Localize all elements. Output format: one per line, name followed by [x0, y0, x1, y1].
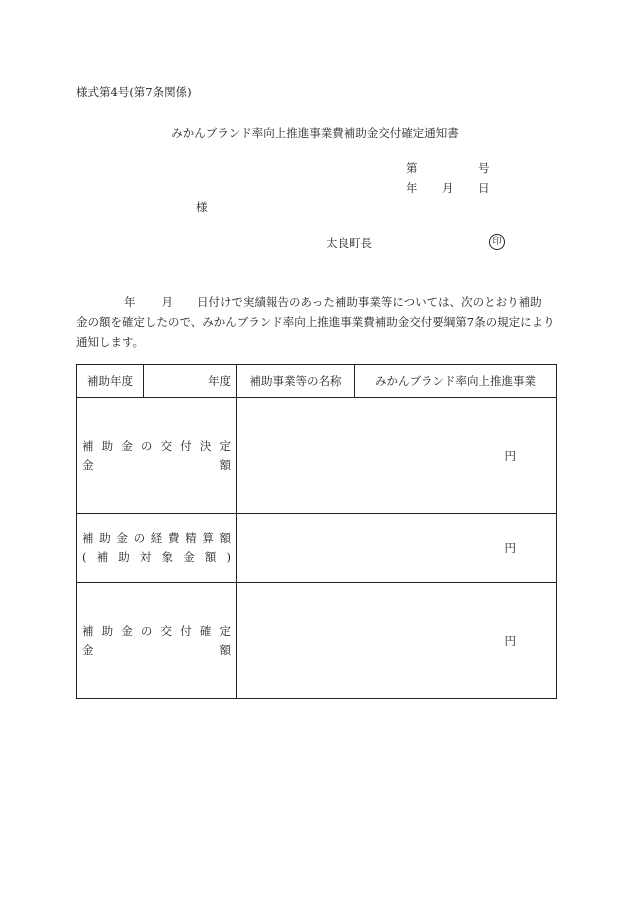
table-row — [77, 398, 557, 514]
fiscal-year-value: 年度 — [144, 365, 237, 398]
notice-line-1 — [76, 292, 556, 312]
body-month: 月 — [161, 295, 173, 309]
body-year: 年 — [124, 295, 136, 309]
addressee: 様 — [196, 200, 208, 214]
row-label-line: 金 額 — [82, 642, 231, 657]
row-label-line: 補 助 金 の 交 付 確 定 — [82, 623, 231, 638]
sender-name: 太良町長 — [326, 236, 372, 250]
notice-body — [76, 292, 556, 352]
expense-settlement-label — [77, 514, 237, 583]
date-day: 日 — [478, 181, 490, 195]
form-number: 様式第4号(第7条関係) — [76, 85, 192, 99]
table-row — [77, 514, 557, 583]
row-label-line: 金 額 — [82, 457, 231, 472]
project-name-value: みかんブランド率向上推進事業 — [355, 365, 557, 398]
project-name-label: 補助事業等の名称 — [237, 365, 355, 398]
row-label-line: ( 補 助 対 象 金 額 ) — [82, 550, 231, 564]
number-prefix: 第 — [406, 161, 418, 175]
grant-decision-amount-value: 円 — [237, 398, 557, 514]
row-label-line: 補 助 金 の 交 付 決 定 — [82, 438, 231, 453]
row-label-line: 補 助 金 の 経 費 精 算 額 — [82, 531, 231, 545]
grant-confirmed-amount-label — [77, 583, 237, 699]
confirmation-table — [76, 364, 557, 699]
document-title: みかんブランド率向上推進事業費補助金交付確定通知書 — [171, 126, 459, 140]
grant-decision-amount-label — [77, 398, 237, 514]
date-month: 月 — [442, 181, 454, 195]
body-text-part1: 日付けで実績報告のあった補助事業等については、次のとおり補助 — [197, 295, 542, 309]
date-year: 年 — [406, 181, 418, 195]
seal-mark: 印 — [489, 234, 505, 250]
fiscal-year-label: 補助年度 — [77, 365, 144, 398]
expense-settlement-value: 円 — [237, 514, 557, 583]
table-header-row — [77, 365, 557, 398]
number-suffix: 号 — [478, 161, 490, 175]
grant-confirmed-amount-value: 円 — [237, 583, 557, 699]
body-text-part2: 金の額を確定したので、みかんブランド率向上推進事業費補助金交付要綱第7条の規定により通知します。 — [76, 315, 555, 349]
table-row — [77, 583, 557, 699]
